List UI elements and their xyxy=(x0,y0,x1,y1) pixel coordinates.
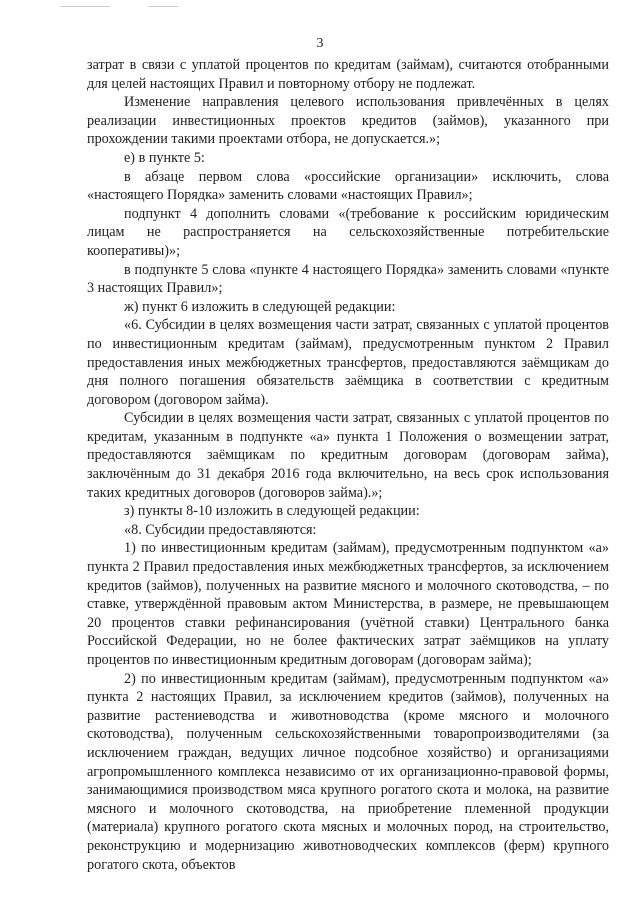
paragraph: 2) по инвестиционным кредитам (займам), предусмотренным подпунктом «а» пункта 2 настоящих Правил, за исключением кредитов (займов), полученных на развитие растениеводства и животноводства (кроме мясного и молочного скотоводства), полученным сельскохозяйственными товаропроизводителями (за исключением граждан, ведущих личное подсобное хозяйство) и организациями агропромышленного комплекса независимо от их организационно-правовой формы, занимающимися производством мяса крупного рогатого скота и молока, на развитие мясного и молочного скотоводства, на приобретение племенной продукции (материала) крупного рогатого скота мясных и молочных пород, на строительство, реконструкцию и модернизацию животноводческих комплексов (ферм) крупного рогатого скота, объектов xyxy=(87,670,609,873)
paragraph: «8. Субсидии предоставляются: xyxy=(124,521,317,538)
document-body xyxy=(87,56,609,874)
paragraph: Изменение направления целевого использования привлечённых в целях реализации инвестиционных проектов кредитов (займов), указанного при прохождении такими проектами отбора, не допускается.»; xyxy=(87,94,609,148)
page-number: 3 xyxy=(316,36,324,51)
paragraph: подпункт 4 дополнить словами «(требование к российским юридическим лицам не распространяется на сельскохозяйственные потребительские кооперативы)»; xyxy=(87,205,609,259)
paragraph: затрат в связи с уплатой процентов по кредитам (займам), считаются отобранными для целей настоящих Правил и повторному отбору не подлежат. xyxy=(87,57,609,92)
paragraph: ж) пункт 6 изложить в следующей редакции: xyxy=(124,298,396,315)
paragraph: «6. Субсидии в целях возмещения части затрат, связанных с уплатой процентов по инвестиционным кредитам (займам), предусмотренным пунктом 2 Правил предоставления иных межбюджетных трансфертов, предоставляются заёмщикам до дня полного погашения обязательств заёмщика в соответствии с кредитным договором (договором займа). xyxy=(87,317,609,408)
scan-artifact xyxy=(148,6,178,7)
paragraph: Субсидии в целях возмещения части затрат, связанных с уплатой процентов по кредитам, указанным в подпункте «а» пункта 1 Положения о возмещении затрат, предоставляются заёмщикам по кредитным договорам (договорам займа), заключённым до 31 декабря 2016 года включительно, на весь срок использования таких кредитных договоров (договоров займа).»; xyxy=(87,410,609,501)
paragraph: в подпункте 5 слова «пункте 4 настоящего Порядка» заменить словами «пункте 3 настоящих Правил»; xyxy=(87,261,609,297)
paragraph: е) в пункте 5: xyxy=(124,149,205,166)
paragraph: 1) по инвестиционным кредитам (займам), предусмотренным подпунктом «а» пункта 2 Правил предоставления иных межбюджетных трансфертов, за исключением кредитов (займов), полученных на развитие мясного и молочного скотоводства, – по ставке, утверждённой правовым актом Министерства, в размере, не превышающем 20 процентов ставки рефинансирования (учётной ставки) Центрального банка Российской Федерации, но не более фактических затрат заёмщиков на уплату процентов по инвестиционным кредитным договорам (договорам займа); xyxy=(87,540,609,668)
paragraph: в абзаце первом слова «российские организации» исключить, слова «настоящего Порядка» заменить словами «настоящих Правил»; xyxy=(87,168,609,204)
paragraph: з) пункты 8-10 изложить в следующей редакции: xyxy=(124,503,420,520)
scan-artifact xyxy=(60,6,110,7)
